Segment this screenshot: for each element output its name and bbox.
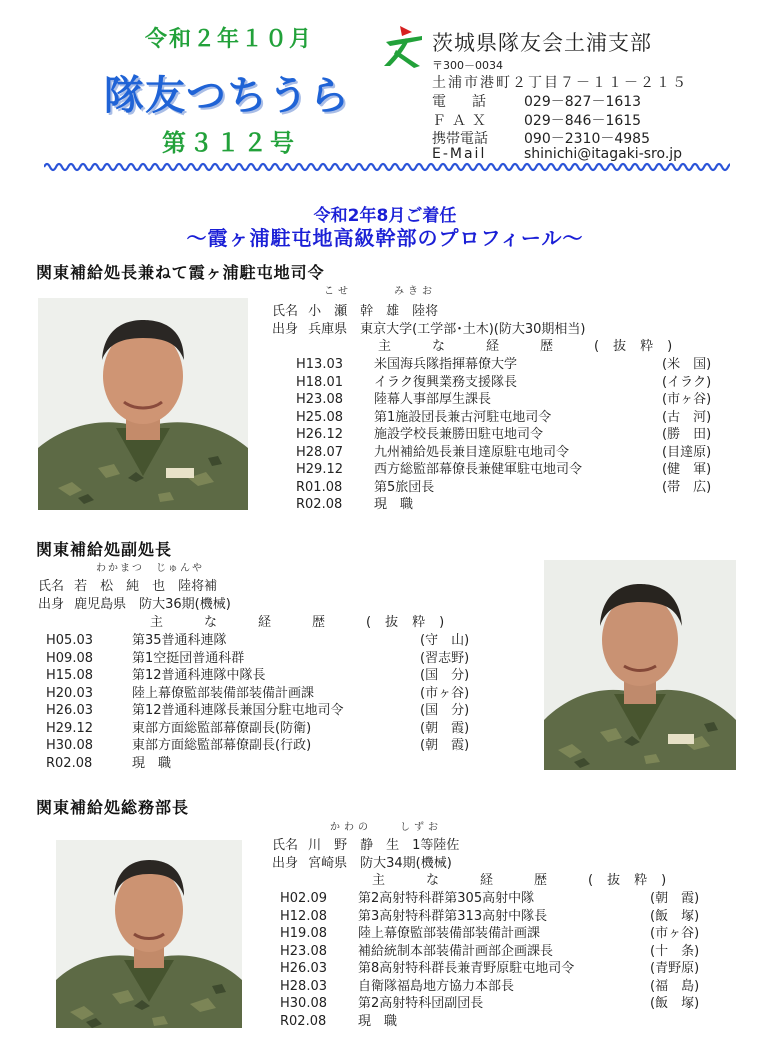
career-post: 第1空挺団普通科群 [132, 650, 245, 666]
career-date: H09.08 [46, 650, 93, 666]
career-list [296, 353, 736, 511]
profile-heading: 関東補給処総務部長 [36, 798, 190, 817]
career-date: H20.03 [46, 685, 93, 701]
name-ruby: こせ みきお [324, 286, 436, 297]
origin-label: 出身 [38, 597, 65, 612]
profile-heading: 関東補給処副処長 [36, 540, 173, 559]
contact-label: E-Mail [432, 146, 487, 162]
career-post: 第35普通科連隊 [132, 633, 227, 648]
newsletter-title: 隊友つちうら [104, 73, 350, 119]
name-line [38, 575, 217, 594]
career-location: (飯 塚) [650, 908, 700, 924]
career-date: H13.03 [296, 357, 343, 372]
career-post: 第5旅団長 [374, 479, 435, 495]
contact-phone [432, 91, 641, 111]
career-location: (国 分) [420, 703, 470, 718]
banner-subtitle: ～霞ヶ浦駐屯地高級幹部のプロフィール～ [186, 226, 584, 250]
career-date: H25.08 [296, 409, 343, 425]
career-location: (飯 塚) [650, 996, 700, 1011]
contact-fax [432, 110, 641, 130]
career-entries [46, 629, 496, 769]
banner-title: 令和2年8月ご着任 [313, 206, 457, 226]
career-list [280, 887, 736, 1027]
career-post: 第3高射特科群第313高射中隊長 [358, 908, 548, 924]
wave-divider [44, 160, 730, 174]
portrait-photo [56, 840, 242, 1028]
career-row [46, 682, 496, 700]
career-post: 第12普通科連隊中隊長 [132, 668, 266, 683]
career-location: (朝 霞) [420, 738, 470, 753]
name-label: 氏名 [272, 304, 299, 319]
career-row [296, 441, 736, 459]
career-post: 東部方面総監部幕僚副長(防衛) [132, 720, 312, 736]
career-post: 陸上幕僚監部装備部装備計画課 [132, 685, 315, 701]
profile-heading: 関東補給処長兼ねて霞ヶ浦駐屯地司令 [36, 263, 325, 282]
career-post: 第2高射特科群第305高射中隊 [358, 891, 535, 906]
name-line [272, 300, 438, 319]
career-post: イラク復興業務支援隊長 [374, 374, 518, 390]
name-label: 氏名 [272, 838, 299, 853]
career-date: R02.08 [280, 1013, 327, 1029]
career-date: H05.03 [46, 633, 93, 648]
contact-value[interactable]: shinichi@itagaki-sro.jp [524, 146, 683, 162]
career-date: H23.08 [296, 392, 343, 407]
career-post: 現 職 [132, 755, 172, 771]
career-row [296, 493, 736, 511]
origin-text: 鹿児島県 防大36期(機械) [74, 597, 231, 612]
career-heading: 主 な 経 歴 (抜粋) [372, 873, 681, 888]
career-location: (米 国) [662, 357, 712, 372]
career-post: 米国海兵隊指揮幕僚大学 [374, 357, 518, 372]
person-name: 川 野 静 生 1等陸佐 [308, 838, 460, 853]
career-post: 現 職 [374, 497, 414, 512]
contact-value: 029－827－1613 [524, 94, 642, 110]
career-post: 西方総監部幕僚長兼健軍駐屯地司令 [374, 462, 583, 477]
portrait-photo [544, 560, 736, 770]
career-list [46, 629, 496, 769]
career-row [296, 423, 736, 441]
career-post: 九州補給処長兼目達原駐屯地司令 [374, 444, 570, 460]
career-location: (勝 田) [662, 427, 712, 442]
career-location: (朝 霞) [650, 891, 700, 906]
career-row [296, 476, 736, 494]
career-location: (守 山) [420, 633, 470, 648]
career-location: (健 軍) [662, 462, 712, 477]
career-date: H29.12 [296, 462, 343, 477]
career-row [46, 717, 496, 735]
career-row [46, 664, 496, 682]
career-date: H02.09 [280, 891, 327, 906]
career-entries [280, 887, 736, 1027]
career-date: H26.03 [280, 961, 327, 976]
career-row [46, 699, 496, 717]
career-row [296, 458, 736, 476]
career-post: 補給統制本部装備計画部企画課長 [358, 943, 554, 959]
contact-label: 電 話 [432, 94, 492, 110]
career-date: H30.08 [46, 738, 93, 753]
career-location: (十 条) [650, 943, 700, 959]
career-heading: 主 な 経 歴 (抜粋) [378, 339, 687, 354]
career-row [46, 734, 496, 752]
postal-code: 〒300－0034 [432, 59, 503, 72]
career-post: 陸上幕僚監部装備部装備計画課 [358, 926, 541, 941]
career-post: 第8高射特科群長兼青野原駐屯地司令 [358, 961, 575, 976]
career-post: 自衛隊福島地方協力本部長 [358, 978, 515, 994]
career-location: (福 島) [650, 978, 700, 994]
origin-text: 兵庫県 東京大学(工学部･土木)(防大30期相当) [308, 322, 586, 337]
career-post: 現 職 [358, 1013, 398, 1029]
person-name: 小 瀬 幹 雄 陸将 [308, 304, 439, 319]
career-post: 第1施設団長兼古河駐屯地司令 [374, 409, 552, 425]
career-location: (市ヶ谷) [420, 685, 470, 701]
career-date: H26.12 [296, 427, 343, 442]
issue-number: 第３１２号 [162, 129, 297, 157]
issue-date: 令和２年１０月 [145, 27, 314, 52]
career-date: H30.08 [280, 996, 327, 1011]
career-date: R02.08 [46, 755, 93, 771]
career-date: H28.07 [296, 444, 343, 460]
name-label: 氏名 [38, 579, 65, 594]
career-row [280, 940, 736, 958]
career-row [46, 752, 496, 770]
portrait-photo [38, 298, 248, 510]
career-row [296, 388, 736, 406]
career-row [46, 647, 496, 665]
career-row [280, 975, 736, 993]
career-post: 陸幕人事部厚生課長 [374, 392, 492, 407]
career-post: 東部方面総監部幕僚副長(行政) [132, 738, 312, 753]
name-ruby: かわの しずお [330, 822, 442, 833]
origin-text: 宮崎県 防大34期(機械) [308, 856, 452, 871]
career-location: (帯 広) [662, 479, 712, 495]
career-post: 第12普通科連隊長兼国分駐屯地司令 [132, 703, 344, 718]
career-location: (市ヶ谷) [662, 392, 712, 407]
career-row [296, 353, 736, 371]
career-row [280, 1010, 736, 1028]
career-location: (習志野) [420, 650, 470, 666]
career-row [280, 922, 736, 940]
career-post: 施設学校長兼勝田駐屯地司令 [374, 427, 544, 442]
career-row [296, 406, 736, 424]
contact-label: ＦＡＸ [432, 113, 492, 129]
origin-label: 出身 [272, 856, 299, 871]
career-date: R01.08 [296, 479, 343, 495]
name-line [272, 834, 459, 853]
career-location: (朝 霞) [420, 720, 470, 736]
career-post: 第2高射特科団副団長 [358, 996, 484, 1011]
career-location: (目達原) [662, 444, 712, 460]
career-location: (市ヶ谷) [650, 926, 700, 941]
career-row [280, 887, 736, 905]
career-location: (イラク) [662, 374, 712, 390]
origin-label: 出身 [272, 322, 299, 337]
career-date: H18.01 [296, 374, 343, 390]
career-date: H19.08 [280, 926, 327, 941]
contact-value: 090－2310－4985 [524, 131, 650, 147]
organization-logo-icon [380, 22, 428, 70]
contact-mobile [432, 128, 650, 148]
name-ruby: わかまつ じゅんや [96, 563, 204, 574]
origin-line [38, 593, 231, 612]
career-date: H23.08 [280, 943, 327, 959]
career-date: R02.08 [296, 497, 343, 512]
career-row [280, 992, 736, 1010]
career-date: H15.08 [46, 668, 93, 683]
career-location: (国 分) [420, 668, 470, 683]
contact-value: 029－846－1615 [524, 113, 642, 129]
career-date: H29.12 [46, 720, 93, 736]
career-row [296, 371, 736, 389]
career-row [280, 957, 736, 975]
career-entries [296, 353, 736, 511]
career-row [280, 905, 736, 923]
career-location: (青野原) [650, 961, 700, 976]
career-date: H28.03 [280, 978, 327, 994]
career-row [46, 629, 496, 647]
career-date: H26.03 [46, 703, 93, 718]
contact-label: 携帯電話 [432, 131, 488, 147]
address: 土浦市港町２丁目７－１１－２１５ [432, 75, 688, 91]
career-location: (古 河) [662, 409, 712, 425]
career-heading: 主 な 経 歴 (抜粋) [150, 615, 459, 630]
organization-name: 茨城県隊友会土浦支部 [432, 31, 652, 55]
person-name: 若 松 純 也 陸将補 [74, 579, 218, 594]
career-date: H12.08 [280, 908, 327, 924]
